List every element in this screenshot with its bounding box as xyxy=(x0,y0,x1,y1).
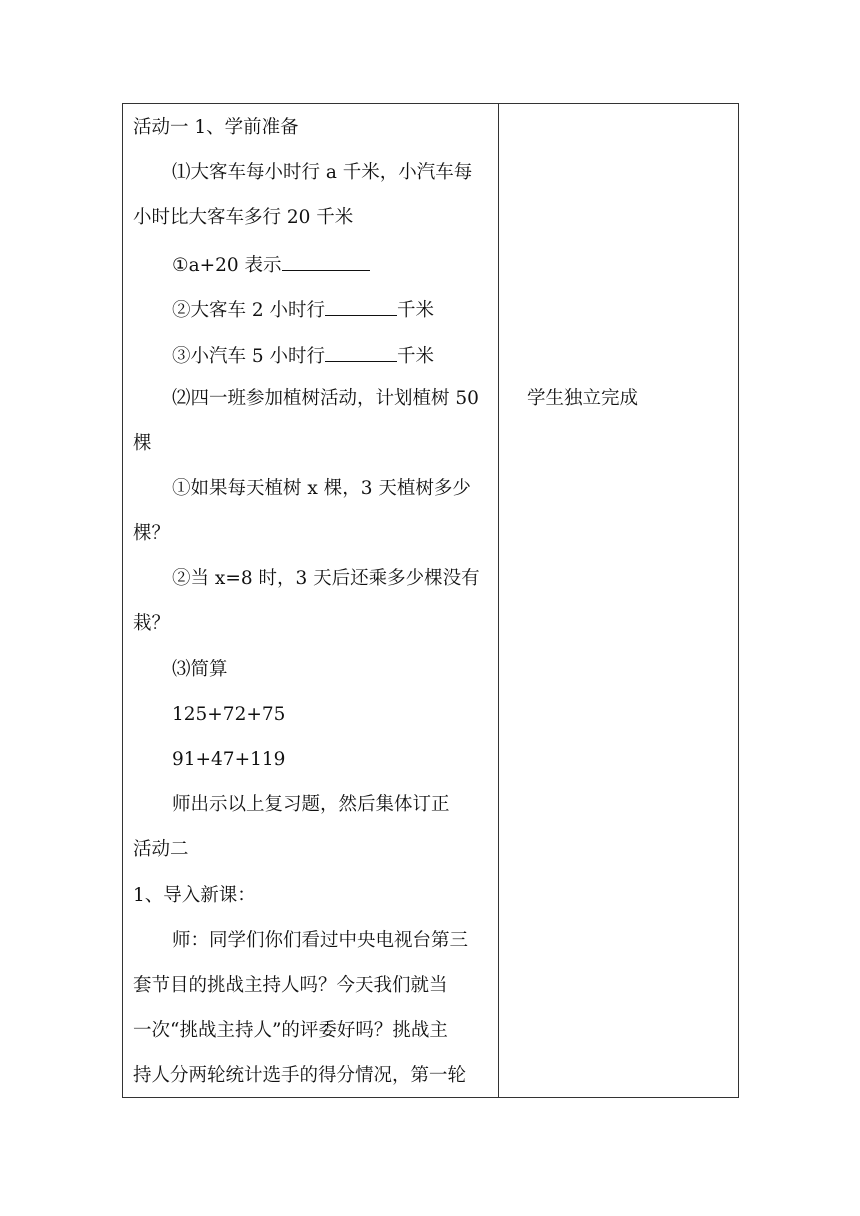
calculation-1: 125+72+75 xyxy=(172,704,286,725)
question-1b-unit: 千米 xyxy=(397,300,435,321)
lesson-table xyxy=(122,103,739,1098)
question-2a-line-2: 棵？ xyxy=(133,523,171,544)
question-1c-unit: 千米 xyxy=(397,346,435,367)
student-activity-cell xyxy=(499,104,739,1098)
question-1a-text: ①a+20 表示 xyxy=(172,255,282,276)
calculation-2: 91+47+119 xyxy=(172,749,286,770)
question-2b-line-1: ②当 x=8 时，3 天后还乘多少棵没有 xyxy=(172,568,480,589)
question-1a xyxy=(172,252,370,278)
intro-paragraph-line-2: 套节目的挑战主持人吗？今天我们就当 xyxy=(133,975,448,996)
intro-paragraph-line-4: 持人分两轮统计选手的得分情况，第一轮 xyxy=(133,1065,467,1086)
problem-1-line-1: ⑴大客车每小时行 a 千米，小汽车每 xyxy=(172,162,473,183)
intro-paragraph-line-3: 一次“挑战主持人”的评委好吗？挑战主 xyxy=(133,1020,448,1041)
question-1c xyxy=(172,343,434,369)
question-2a-line-1: ①如果每天植树 x 棵，3 天植树多少 xyxy=(172,478,471,499)
question-1b-text: ②大客车 2 小时行 xyxy=(172,300,326,321)
answer-blank-1c xyxy=(325,343,397,362)
problem-3-heading: ⑶简算 xyxy=(172,659,228,680)
question-1c-text: ③小汽车 5 小时行 xyxy=(172,346,326,367)
question-2b-line-2: 栽？ xyxy=(133,613,171,634)
answer-blank-1a xyxy=(282,252,370,271)
teacher-review-note: 师出示以上复习题，然后集体订正 xyxy=(172,794,450,815)
activity-cell xyxy=(123,104,499,1098)
intro-heading: 1、导入新课： xyxy=(133,885,256,906)
student-activity-note: 学生独立完成 xyxy=(527,388,639,409)
intro-paragraph-line-1: 师：同学们你们看过中央电视台第三 xyxy=(172,930,469,951)
question-1b xyxy=(172,297,434,323)
activity-two-heading: 活动二 xyxy=(133,839,189,860)
activity-one-heading: 活动一 1、学前准备 xyxy=(133,117,299,138)
problem-2-line-2: 棵 xyxy=(133,433,152,454)
answer-blank-1b xyxy=(325,297,397,316)
problem-2-line-1: ⑵四一班参加植树活动，计划植树 50 xyxy=(172,388,479,409)
problem-1-line-2: 小时比大客车多行 20 千米 xyxy=(133,207,354,228)
